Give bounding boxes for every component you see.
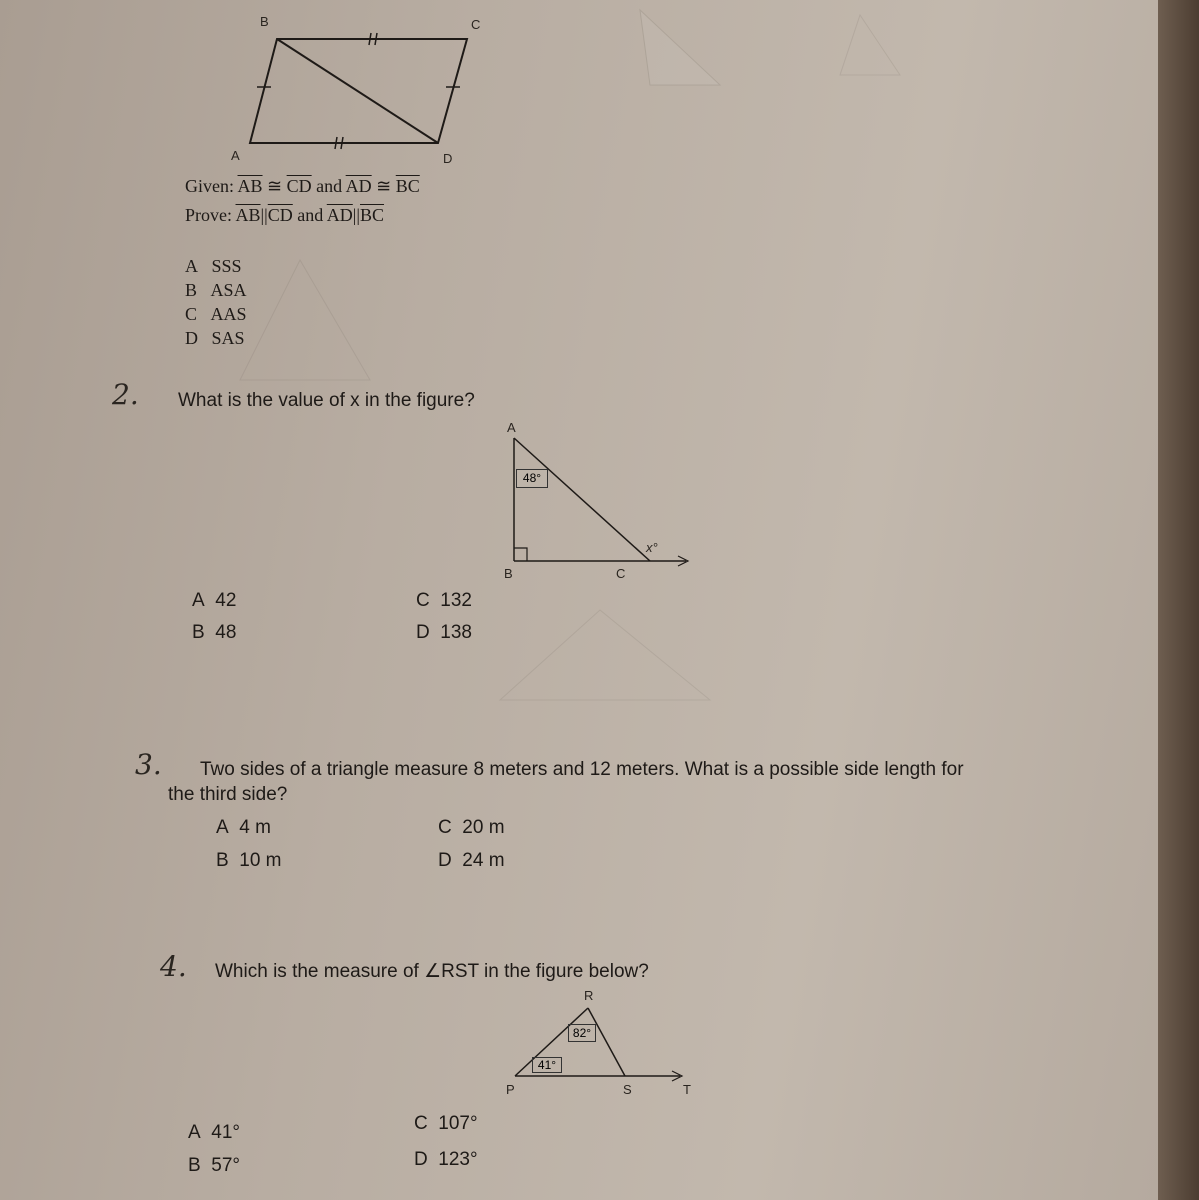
congruent-symbol: ≅ <box>267 176 283 196</box>
q3-question-line1: Two sides of a triangle measure 8 meters and 12 meters. What is a possible side length for <box>200 759 964 780</box>
angle-48-box: 48° <box>516 469 548 488</box>
q4-choice-c: C 107° <box>414 1113 478 1134</box>
q2-choice-c: C 132 <box>416 590 472 611</box>
prove-label: Prove: <box>185 205 232 225</box>
given-segment-ad: $\overline{AD}$ <box>345 176 372 196</box>
q3-question-line2: the third side? <box>168 784 288 805</box>
given-segment-ab: $\overline{AB}$ <box>237 176 263 196</box>
parallelogram-figure <box>245 35 475 155</box>
triangle-rst-figure <box>500 1000 700 1090</box>
q3-choice-c: C 20 m <box>438 817 505 838</box>
prove-statement <box>185 205 384 226</box>
vertex-label-c: C <box>471 17 481 32</box>
given-segment-bc: $\overline{BC}$ <box>395 176 420 196</box>
exterior-angle-x-label: x° <box>646 540 658 555</box>
given-segment-cd: $\overline{CD}$ <box>286 176 312 196</box>
q2-choice-a: A 42 <box>192 590 237 611</box>
q2-number: 2. <box>112 378 139 411</box>
given-statement <box>185 176 420 197</box>
prove-and: and <box>297 205 324 225</box>
congruent-symbol-2: ≅ <box>376 176 392 196</box>
prove-segment-bc: $\overline{BC}$ <box>360 205 385 225</box>
q1-choice-b: B ASA <box>185 280 247 300</box>
angle-82-box: 82° <box>568 1024 596 1042</box>
parallel-symbol-2: || <box>352 205 360 225</box>
q4-choice-b: B 57° <box>188 1155 240 1176</box>
prove-segment-ad: $\overline{AD}$ <box>326 205 353 225</box>
parallel-symbol: || <box>260 205 268 225</box>
vertex-label-d: D <box>443 151 453 166</box>
vertex-label-a: A <box>231 148 240 163</box>
q3-choice-a: A 4 m <box>216 817 271 838</box>
angle-41-box: 41° <box>532 1057 562 1073</box>
q4-number: 4. <box>160 950 187 983</box>
vertex-label-p: P <box>506 1082 515 1097</box>
vertex-label-b: B <box>260 14 269 29</box>
q2-choice-b: B 48 <box>192 622 237 643</box>
vertex-label-b-q2: B <box>504 566 513 581</box>
q4-question: Which is the measure of ∠RST in the figure below? <box>215 961 649 982</box>
q4-choice-d: D 123° <box>414 1149 478 1170</box>
q2-question: What is the value of x in the figure? <box>178 390 475 411</box>
q4-choice-a: A 41° <box>188 1122 240 1143</box>
vertex-label-r: R <box>584 988 594 1003</box>
prove-segment-cd: $\overline{CD}$ <box>267 205 293 225</box>
q1-choice-c: C AAS <box>185 304 247 324</box>
q1-choice-a: A SSS <box>185 256 242 276</box>
vertex-label-t: T <box>683 1082 691 1097</box>
q3-choice-b: B 10 m <box>216 850 282 871</box>
vertex-label-s: S <box>623 1082 632 1097</box>
q3-choice-d: D 24 m <box>438 850 505 871</box>
given-label: Given: <box>185 176 234 196</box>
given-and: and <box>316 176 343 196</box>
prove-segment-ab: $\overline{AB}$ <box>235 205 261 225</box>
right-triangle-figure <box>500 430 700 580</box>
q2-choice-d: D 138 <box>416 622 472 643</box>
vertex-label-a-q2: A <box>507 420 516 435</box>
q1-choice-d: D SAS <box>185 328 245 348</box>
vertex-label-c-q2: C <box>616 566 626 581</box>
q3-number: 3. <box>135 748 162 781</box>
